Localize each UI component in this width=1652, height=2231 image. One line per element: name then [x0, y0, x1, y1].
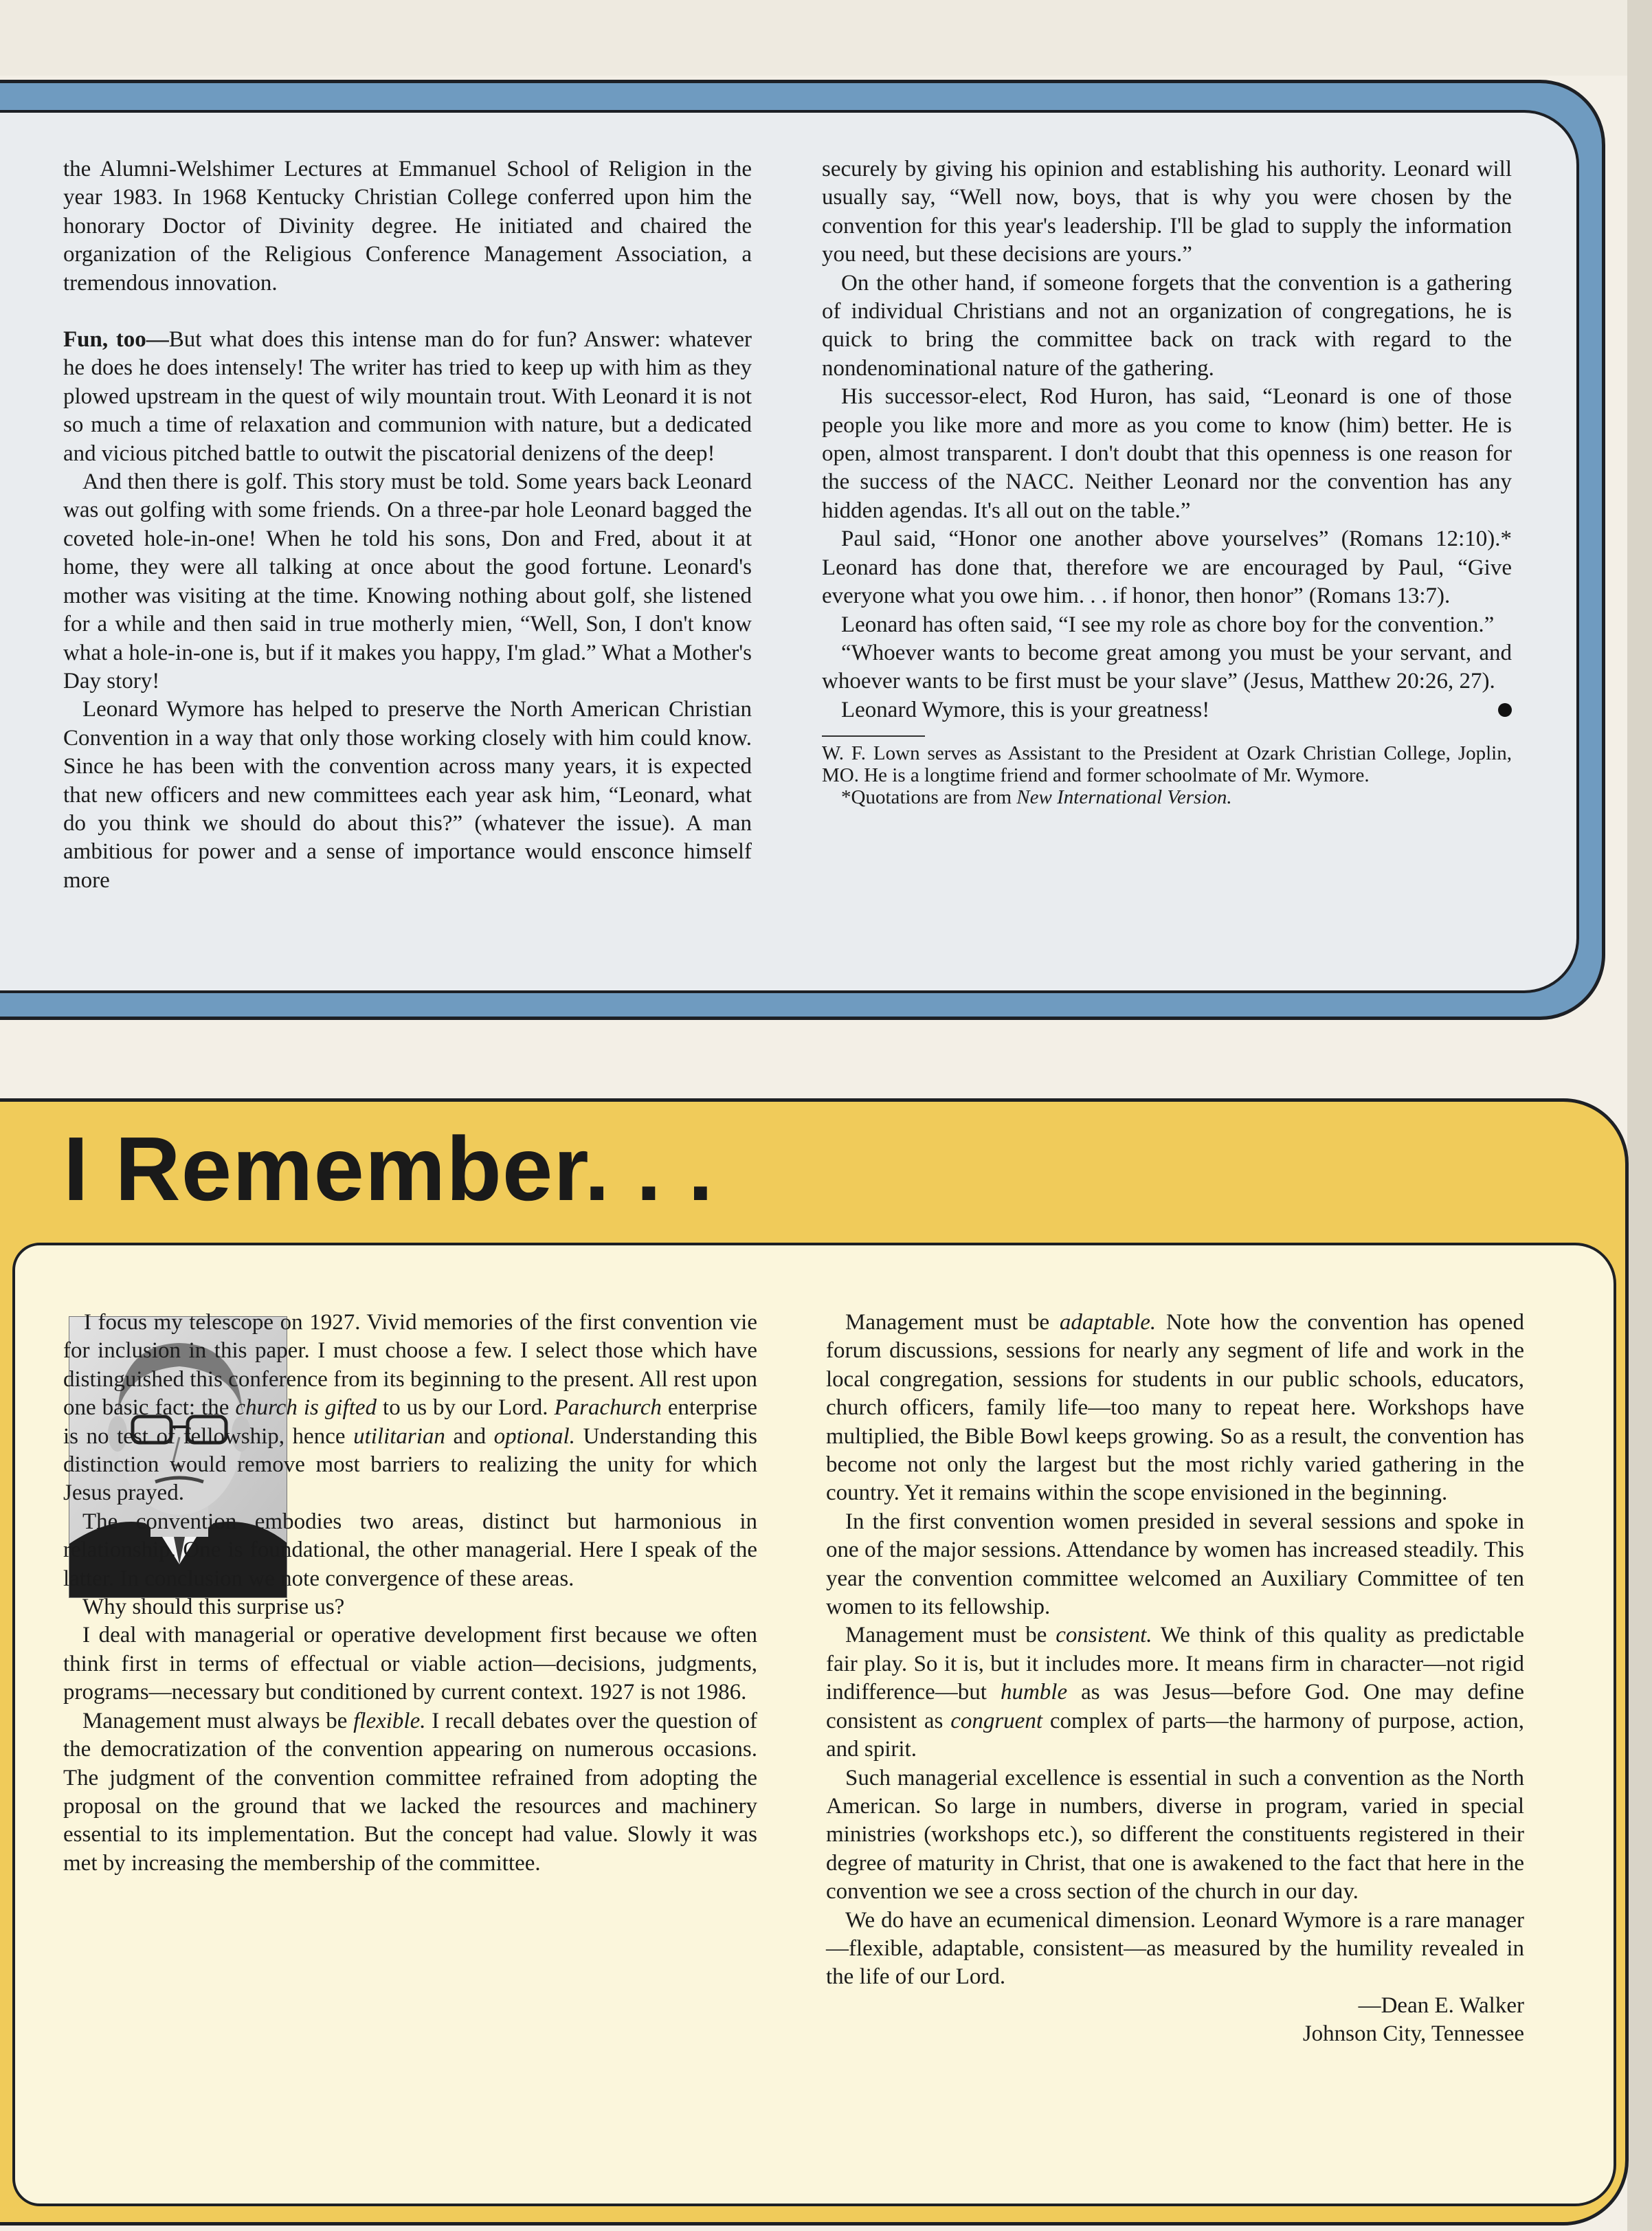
quotation-note: *Quotations are from New International Version.	[841, 786, 1232, 809]
end-mark-icon	[1498, 703, 1512, 717]
paragraph: Leonard has often said, “I see my role as chore boy for the convention.”	[841, 612, 1495, 637]
signature-place: Johnson City, Tennessee	[1302, 2021, 1524, 2047]
bottom-article-left-column	[63, 1309, 757, 1878]
paragraph: Management must be consistent. We think of this quality as predictable fair play. So it is, but it includes more. It means firm in character—not rigid indifference—but humble as was Jesus—before God. One may define consistent as congruent complex of parts—the harmony of purpose, action, and spirit.	[826, 1623, 1524, 1762]
paragraph: On the other hand, if someone forgets that the convention is a gathering of individual Christians and not an organization of congregations, he is quick to bring the committee back on track with regard to the nondenominational nature of the gathering.	[822, 270, 1512, 381]
runin-heading: Fun, too—	[63, 327, 169, 353]
paragraph: Management must always be flexible. I recall debates over the question of the democratization of the convention appearing on numerous occasions. The judgment of the convention committee refrained from adopting the proposal on the ground that we lacked the resources and machinery essential to its implementation. But the concept had value. Slowly it was met by increasing the membership of the committee.	[63, 1708, 757, 1876]
paragraph: In the first convention women presided in several sessions and spoke in one of the major sessions. Attendance by women has increased steadily. This year the convention committee welcomed an Auxiliary Committee of ten women to its fellowship.	[826, 1509, 1524, 1620]
paragraph: Management must be adaptable. Note how the convention has opened forum discussions, sessions for nearly any segment of life and work in the local congregation, sessions for students in our public schools, educators, church officers, family life—too many to repeat here. Workshops have multiplied, the Bible Bowl keeps growing. So as a result, the convention has become not only the largest but the most richly varied gathering in the country. Yet it remains within the scope envisioned in the beginning.	[826, 1310, 1524, 1506]
paragraph: Leonard Wymore, this is your greatness!	[822, 696, 1512, 724]
bottom-article-right-column	[826, 1309, 1524, 2049]
paragraph: securely by giving his opinion and establishing his authority. Leonard will usually say, “Well now, boys, that is why you were chosen by the convention for this year's leadership. I'll be glad to supply the information you need, but these decisions are yours.”	[822, 157, 1512, 267]
intro-paragraph: I focus my telescope on 1927. Vivid memories of the first convention vie for inclusion in this paper. I must choose a few. I select those which have distinguished this conference from its beginning to the present. All rest upon one basic fact: the church is gifted to us by our Lord. Parachurch enterprise is no test of fellowship, hence utilitarian and optional. Understanding this distinction would remove most barriers to realizing the unity for which Jesus prayed.	[63, 1310, 757, 1506]
page-top-margin	[0, 0, 1652, 76]
paragraph: Why should this surprise us?	[82, 1595, 345, 1620]
paragraph: Paul said, “Honor one another above yourselves” (Romans 12:10).* Leonard has done that, therefore we are encouraged by Paul, “Give everyone what you owe him. . . if honor, then honor” (Romans 13:7).	[822, 526, 1512, 609]
footnote-divider	[822, 735, 925, 737]
top-article-left-column	[63, 155, 752, 895]
paragraph: Such managerial excellence is essential in such a convention as the North American. So large in numbers, diverse in program, varied in special ministries (workshops etc.), so different the constituents registered in their degree of maturity in Christ, that one is awakened to the fact that here in the convention we see a cross section of the church in our day.	[826, 1765, 1524, 1905]
article-heading: I Remember. . .	[63, 1118, 714, 1219]
paragraph: Fun, too—But what does this intense man do for fun? Answer: whatever he does he does intensely! The writer has tried to keep up with him as they plowed upstream in the quest of wily mountain trout. With Leonard it is not so much a time of relaxation and communion with nature, but a dedicated and vicious pitched battle to outwit the piscatorial denizens of the deep!	[63, 327, 752, 466]
paragraph: the Alumni-Welshimer Lectures at Emmanuel School of Religion in the year 1983. In 1968 Kentucky Christian College conferred upon him the honorary Doctor of Divinity degree. He initiated and chaired the organization of the Religious Conference Management Association, a tremendous innovation.	[63, 157, 752, 296]
paragraph: Leonard Wymore has helped to preserve the North American Christian Convention in a way that only those working closely with him could know. Since he has been with the convention across many years, it is expected that new officers and new committees each year ask him, “Leonard, what do you think we should do about this?” (whatever the issue). A man ambitious for power and a sense of importance would ensconce himself more	[63, 697, 752, 893]
paragraph: We do have an ecumenical dimension. Leonard Wymore is a rare manager—flexible, adaptable, consistent—as measured by the humility revealed in the life of our Lord.	[826, 1907, 1524, 1990]
top-article-right-column	[822, 155, 1512, 808]
paragraph: His successor-elect, Rod Huron, has said, “Leonard is one of those people you like more and more as you come to know (him) better. He is open, almost transparent. I don't doubt that this openness is one reason for the success of the NACC. Neither Leonard nor the convention has any hidden agendas. It's all out on the table.”	[822, 384, 1512, 523]
paragraph: “Whoever wants to become great among you must be your servant, and whoever wants to be first must be your slave” (Jesus, Matthew 20:26, 27).	[822, 640, 1512, 694]
paragraph: And then there is golf. This story must be told. Some years back Leonard was out golfing with some friends. On a three-par hole Leonard bagged the coveted hole-in-one! When he told his sons, Don and Fred, about it at home, they were all talking at once about the good fortune. Leonard's mother was visiting at the time. Knowing nothing about golf, she listened for a while and then said in true motherly mien, “Well, Son, I don't know what a hole-in-one is, but if it makes you happy, I'm glad.” What a Mother's Day story!	[63, 469, 752, 693]
author-note: W. F. Lown serves as Assistant to the President at Ozark Christian College, Joplin, MO. He is a longtime friend and former schoolmate of Mr. Wymore.	[822, 742, 1512, 787]
paragraph: I deal with managerial or operative development first because we often think first in terms of effectual or viable action—decisions, judgments, programs—necessary but conditioned by current context. 1927 is not 1986.	[63, 1623, 757, 1705]
paragraph: The convention embodies two areas, distinct but harmonious in relationship. One is foundational, the other managerial. Here I speak of the latter. In conclusion we note convergence of these areas.	[63, 1509, 757, 1591]
page-edge	[1627, 0, 1652, 2231]
signature-name: —Dean E. Walker	[1358, 1993, 1524, 2018]
